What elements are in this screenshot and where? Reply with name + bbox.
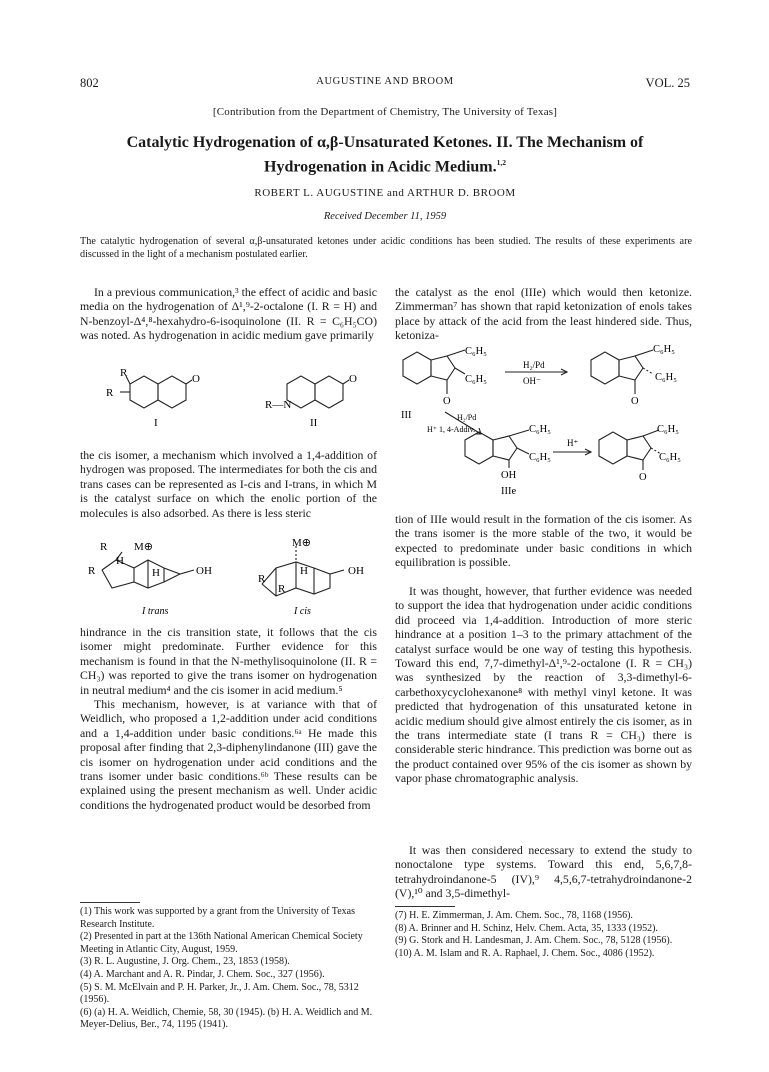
footnote-3: (3) R. L. Augustine, J. Org. Chem., 23, 1853 (1958). (80, 956, 290, 968)
fig3-c6h5-e: C₆H₅ (529, 424, 551, 435)
fig3-c6h5-c: C₆H₅ (653, 344, 675, 355)
title-footnote-ref: 1,2 (496, 158, 506, 167)
fig3-label-III: III (401, 410, 412, 421)
footnote-rule-left (80, 902, 140, 903)
received-date: Received December 11, 1959 (323, 211, 447, 222)
fig3-c6h5-b: C₆H₅ (465, 374, 487, 385)
fig3-diag-note: H⁺ 1, 4-Addiv. (427, 425, 476, 434)
fig2-m1: M⊕ (134, 541, 153, 553)
fig3-cond-bottom: OH⁻ (523, 376, 541, 386)
footnotes-right (395, 910, 692, 960)
footnote-rule-right (395, 906, 455, 907)
fig3-diag-cond: H₂/Pd (457, 413, 477, 422)
right-paragraph-4: It was then considered necessary to extend the study to nonoctalone type systems. Toward this end, 5,6,7,8-tetrahydroindanone-5 (IV),⁹ 4,5,6,7-tetrahydroindanone-2 (V),¹⁰ and 3,5-dimethyl- (395, 843, 692, 901)
fig2-o-label: O (349, 373, 357, 385)
fig1-r-top: R (120, 367, 128, 379)
volume-label: VOL. 25 (645, 76, 690, 90)
fig3-o-a: O (443, 396, 451, 407)
figure-I-trans-cis (82, 538, 377, 623)
fig2-h1: H (116, 555, 124, 567)
left-paragraph-2: the cis isomer, a mechanism which involved a 1,4-addition of hydrogen was proposed. The intermediates for both the cis and trans cases can be represented as I-cis and I-trans, in which M is the catalyst surface on which the enolic portion of the molecules is also adsorbed. As there is less steric (80, 448, 377, 520)
fig3-label-IIIe: IIIe (501, 486, 517, 497)
authors: ROBERT L. AUGUSTINE and ARTHUR D. BROOM (254, 187, 516, 199)
footnote-10: (10) A. M. Islam and R. A. Raphael, J. Chem. Soc., 4086 (1952). (395, 947, 655, 959)
article-title (80, 133, 690, 177)
page-number: 802 (80, 76, 99, 90)
footnote-4: (4) A. Marchant and A. R. Pindar, J. Chem. Soc., 327 (1956). (80, 968, 325, 980)
title-line-1: Catalytic Hydrogenation of α,β-Unsaturated Ketones. II. The Mechanism of (126, 134, 644, 151)
footnote-1: (1) This work was supported by a grant from the University of Texas Research Institute. (80, 906, 355, 930)
footnote-2: (2) Presented in part at the 136th National American Chemical Society Meeting in Atlantic City, August, 1959. (80, 931, 363, 955)
fig3-c6h5-d: C₆H₅ (655, 372, 677, 383)
fig2-oh1: OH (196, 565, 212, 577)
fig1-label-I: I (154, 417, 158, 429)
fig3-c6h5-f: C₆H₅ (529, 452, 551, 463)
right-paragraph-1: the catalyst as the enol (IIIe) which would then ketonize. Zimmerman⁷ has shown that rapid ketonization of enols takes place by attack of the acid from the least hindered side. Thus, ketoniza- (395, 285, 692, 343)
footnotes-left (80, 906, 377, 1032)
running-header (80, 76, 690, 92)
fig1-r-left: R (106, 387, 114, 399)
left-paragraph-4: This mechanism, however, is at variance with that of Weidlich, who proposed a 1,2-addition under acid conditions and a 1,4-addition under basic conditions.⁶ᵃ He made this proposal after finding that 2,3-diphenylindanone (III) gave the cis isomer on hydrogenation under acid conditions and the trans isomer under basic conditions.⁶ᵇ These results can be explained using the present mechanism as well. Under acidic conditions the hydrogenated product would be desorbed from (80, 697, 377, 812)
fig1-r-n: R—N (265, 399, 292, 411)
footnote-5: (5) S. M. McElvain and P. H. Parker, Jr., J. Am. Chem. Soc., 78, 5312 (1956). (80, 981, 359, 1006)
abstract: The catalytic hydrogenation of several α,β-unsaturated ketones under acidic conditions has been studied. The results of these experiments are discussed in the light of a mechanism postulated earlier. (80, 236, 692, 260)
fig2-r2: R (88, 565, 96, 577)
contribution-line: [Contribution from the Department of Chemistry, The University of Texas] (212, 106, 558, 118)
footnote-9: (9) G. Stork and H. Landesman, J. Am. Chem. Soc., 78, 5128 (1956). (395, 935, 673, 947)
fig2-h3: H (300, 565, 308, 577)
footnote-7: (7) H. E. Zimmerman, J. Am. Chem. Soc., 78, 1168 (1956). (395, 910, 633, 921)
figure-indanone-scheme (395, 342, 692, 510)
fig1-label-II: II (310, 417, 318, 429)
fig3-hplus: H⁺ (567, 438, 579, 448)
fig2-r4: R (278, 583, 286, 595)
fig3-c6h5-h: C₆H₅ (659, 452, 681, 463)
footnote-6: (6) (a) H. A. Weidlich, Chemie, 58, 30 (1945). (b) H. A. Weidlich and M. Meyer-Delius, Ber., 74, 1195 (1941). (80, 1006, 373, 1031)
running-title: AUGUSTINE AND BROOM (316, 76, 454, 87)
fig1-o-label: O (192, 373, 200, 385)
right-paragraph-2: tion of IIIe would result in the formation of the cis isomer. As the trans isomer is the more stable of the two, it would be expected to predominate under basic conditions in which equilibration is possible. (395, 512, 692, 570)
footnote-8: (8) A. Brinner and H. Schinz, Helv. Chem. Acta, 35, 1333 (1952). (395, 922, 658, 934)
fig3-c6h5-g: C₆H₅ (657, 424, 679, 435)
fig3-o-c: O (639, 472, 647, 483)
fig2-oh2: OH (348, 565, 364, 577)
fig2-m2: M⊕ (292, 538, 311, 549)
fig3-o-b: O (631, 396, 639, 407)
fig2-caption-cis: I cis (294, 606, 311, 617)
fig3-c6h5-a: C₆H₅ (465, 346, 487, 357)
fig3-cond-top: H₂/Pd (523, 360, 545, 370)
right-paragraph-3: It was thought, however, that further evidence was needed to support the idea that hydrogenation under acidic conditions did proceed via 1,4-addition. Introduction of more steric hindrance at a position 1–3 to the primary attachment of the catalyst surface would be one way of testing this hypothesis. Toward this end, 7,7-dimethyl-Δ¹,⁹-2-octalone (I. R = CH₃) was synthesized by the reaction of 3,3-dimethyl-6-carbethoxycyclohexanone⁸ with methyl vinyl ketone. It was predicted that hydrogenation of this unsaturated ketone in acidic medium should give almost entirely the cis isomer, as in the trans intermediate state (I trans R = CH₃) there is considerable steric hindrance. This prediction was borne out as the product contained over 95% of the cis isomer as shown by vapor phase chromatographic analysis. (395, 584, 692, 786)
left-paragraph-1: In a previous communication,³ the effect of acidic and basic media on the hydrogenation of Δ¹,⁹-2-octalone (I. R = H) and N-benzoyl-Δ⁴,⁸-hexahydro-6-isoquinolone (II. R = C₆H₅CO) was noted. As hydrogenation in acidic medium gave primarily (80, 285, 377, 343)
fig2-r1: R (100, 541, 108, 553)
title-line-2: Hydrogenation in Acidic Medium.$^{1,2}$ (264, 158, 506, 176)
fig2-caption-trans: I trans (142, 606, 169, 617)
figure-structures-I-II (82, 362, 377, 442)
fig2-r3: R (258, 573, 266, 585)
fig2-h2: H (152, 567, 160, 579)
left-paragraph-3: hindrance in the cis transition state, it follows that the cis isomer might predominate. Further evidence for this mechanism is found in that the N-methylisoquinolone (II. R = CH₃) was reported to give the trans isomer on hydrogenation in neutral medium⁴ and the cis isomer in acid medium.⁵ (80, 625, 377, 697)
fig3-oh: OH (501, 470, 517, 481)
